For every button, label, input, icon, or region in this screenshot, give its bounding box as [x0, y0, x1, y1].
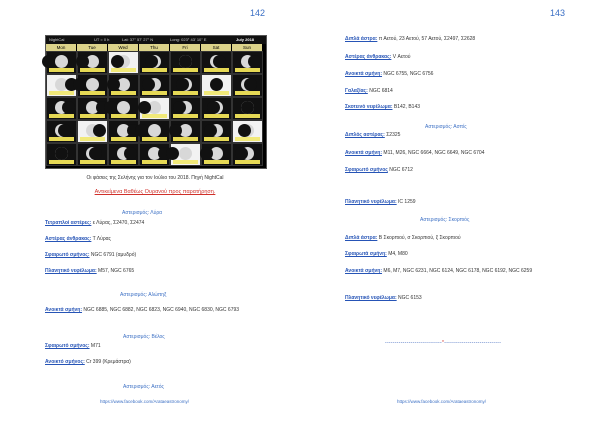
- item-label: Πλανητικό νεφέλωμα:: [45, 268, 97, 274]
- day-info-bar: [235, 68, 260, 72]
- list-item: [345, 150, 560, 157]
- moon-shadow: [58, 124, 71, 137]
- list-item: [45, 252, 260, 259]
- calendar-day-cell: [46, 51, 77, 74]
- moon-shadow: [104, 101, 117, 114]
- calendar-day-cell: [232, 143, 263, 166]
- day-info-bar: [204, 114, 229, 118]
- list-item: [345, 167, 560, 174]
- day-info-bar: [235, 160, 260, 164]
- list-item: [45, 359, 260, 366]
- moon-shadow: [135, 124, 148, 137]
- moon-shadow: [93, 124, 106, 137]
- divider-star: *: [442, 340, 445, 346]
- day-info-bar: [80, 91, 105, 95]
- day-info-bar: [204, 137, 229, 141]
- item-label: Σφαιρωτό σμήνος:: [45, 252, 90, 258]
- moon-shadow: [173, 101, 186, 114]
- calendar-day-cell: [77, 143, 108, 166]
- list-item: [45, 343, 260, 350]
- item-text: NGC 6791 (αμυδρό): [89, 252, 137, 258]
- calendar-day-cell: [201, 97, 232, 120]
- list-item: [345, 36, 560, 43]
- calendar-utc: UT = 0 h: [94, 37, 110, 42]
- day-info-bar: [173, 68, 198, 72]
- calendar-day-cell: [108, 143, 139, 166]
- footer-url[interactable]: https://www.facebook.com/Arataeastronomy/: [100, 399, 190, 404]
- moon-shadow: [73, 78, 86, 91]
- day-info-bar: [173, 91, 198, 95]
- calendar-grid: [46, 51, 266, 168]
- item-label: Πλανητικό νεφέλωμα:: [345, 199, 397, 205]
- calendar-day-cell: [108, 51, 139, 74]
- section-title: Αστερισμός: Ασπίς: [425, 124, 467, 130]
- calendar-lat: Lat: 37° 57' 27" N: [122, 37, 154, 42]
- item-label: Ανοικτά σμήνη:: [345, 268, 383, 274]
- moon-shadow: [89, 147, 102, 160]
- moon-shadow: [200, 147, 213, 160]
- list-item: [45, 268, 260, 275]
- moon-shadow: [138, 101, 151, 114]
- moon-shadow: [235, 147, 248, 160]
- moon-shadow: [166, 147, 179, 160]
- day-info-bar: [49, 114, 74, 118]
- item-label: Διπλά άστρα:: [345, 235, 378, 241]
- calendar-day-cell: [108, 97, 139, 120]
- day-info-bar: [80, 137, 105, 141]
- section-title: Αστερισμός: Αλώπηξ: [120, 292, 167, 298]
- item-text: M57, NGC 6765: [96, 268, 135, 274]
- item-label: Σφαιρωτό σμήνος:: [45, 343, 90, 349]
- day-header: Thu: [139, 44, 170, 51]
- calendar-month: July 2018: [236, 37, 255, 42]
- day-info-bar: [204, 68, 229, 72]
- calendar-day-cell: [46, 143, 77, 166]
- moon-shadow: [145, 55, 158, 68]
- moon-icon: [86, 78, 99, 91]
- list-item: [345, 104, 560, 111]
- day-info-bar: [111, 160, 136, 164]
- item-text: NGC 6885, NGC 6882, NGC 6823, NGC 6940, NGC 6830, NGC 6793: [82, 307, 240, 313]
- moon-shadow: [207, 101, 220, 114]
- calendar-day-cell: [201, 74, 232, 97]
- calendar-app-name: NightCal: [49, 37, 65, 42]
- calendar-day-cell: [170, 51, 201, 74]
- day-info-bar: [49, 137, 74, 141]
- item-label: Γαλαξίας:: [345, 88, 368, 94]
- day-header: Wed: [108, 44, 139, 51]
- page-heading: Αντικείμενα Βαθέως Ουρανού προς παρατήρηση.: [94, 189, 216, 195]
- moon-shadow: [210, 78, 223, 91]
- list-item: [345, 88, 560, 95]
- calendar-day-cell: [139, 74, 170, 97]
- day-info-bar: [80, 68, 105, 72]
- day-info-bar: [235, 114, 260, 118]
- list-item: [345, 54, 560, 61]
- section-title: Αστερισμός: Σκορπιός: [420, 217, 470, 223]
- day-info-bar: [204, 160, 229, 164]
- item-label: Τετραπλοί αστέρες:: [45, 220, 92, 226]
- day-header: Sat: [201, 44, 232, 51]
- item-label: Διπλός αστέρας:: [345, 132, 385, 138]
- moon-phase-calendar: [45, 35, 267, 169]
- item-text: Cr 399 (Κρεμάστρα): [84, 359, 131, 365]
- moon-shadow: [248, 55, 261, 68]
- day-info-bar: [235, 91, 260, 95]
- moon-shadow: [76, 55, 89, 68]
- list-item: [345, 295, 560, 302]
- right-page: [300, 0, 600, 424]
- item-label: Πλανητικό νεφέλωμα:: [345, 295, 397, 301]
- item-label: Αστέρας άνθρακας:: [345, 54, 392, 60]
- day-header: Sun: [232, 44, 263, 51]
- calendar-long: Long: 023° 43' 10" E: [170, 37, 207, 42]
- calendar-day-cell: [170, 97, 201, 120]
- day-info-bar: [142, 114, 167, 118]
- moon-shadow: [179, 55, 192, 68]
- moon-icon: [55, 55, 68, 68]
- item-label: Ανοικτό σμήνος:: [45, 359, 85, 365]
- moon-icon: [148, 124, 161, 137]
- item-text: M11, M26, NGC 6664, NGC 6649, NGC 6704: [382, 150, 485, 156]
- calendar-day-cell: [170, 143, 201, 166]
- calendar-day-cell: [139, 120, 170, 143]
- footer-url[interactable]: https://www.facebook.com/Arataeastronomy/: [397, 399, 487, 404]
- calendar-day-cell: [77, 74, 108, 97]
- day-info-bar: [142, 160, 167, 164]
- day-info-bar: [49, 68, 74, 72]
- calendar-day-cell: [201, 143, 232, 166]
- list-item: [345, 132, 560, 139]
- calendar-header: [46, 36, 266, 44]
- day-info-bar: [173, 160, 198, 164]
- day-info-bar: [142, 68, 167, 72]
- page-number: 142: [250, 8, 266, 18]
- list-item: [345, 235, 560, 242]
- moon-icon: [179, 147, 192, 160]
- item-text: IC 1259: [396, 199, 416, 205]
- moon-shadow: [176, 78, 189, 91]
- item-text: NGC 6712: [387, 167, 413, 173]
- calendar-caption: Οι φάσεις της Σελήνης για τον Ιούλιο του 2018. Πηγή NightCal: [86, 175, 224, 181]
- moon-shadow: [142, 78, 155, 91]
- calendar-day-cell: [232, 51, 263, 74]
- list-item: [45, 307, 260, 314]
- calendar-day-cell: [77, 51, 108, 74]
- day-info-bar: [173, 114, 198, 118]
- section-divider: [385, 340, 501, 346]
- item-text: M6, M7, NGC 6231, NGC 6124, NGC 6178, NGC 6192, NGC 6259: [382, 268, 533, 274]
- day-info-bar: [204, 91, 229, 95]
- item-label: Σφαιρωτά σμήνη:: [345, 251, 387, 257]
- moon-shadow: [42, 55, 55, 68]
- moon-icon: [117, 101, 130, 114]
- calendar-day-cell: [232, 74, 263, 97]
- item-label: Ανοικτά σμήνη:: [45, 307, 83, 313]
- moon-shadow: [55, 147, 68, 160]
- item-text: Τ Λύρας: [91, 236, 111, 242]
- item-text: B142, B143: [392, 104, 421, 110]
- moon-shadow: [169, 124, 182, 137]
- item-label: Αστέρας άνθρακας:: [45, 236, 92, 242]
- item-label: Ανοικτά σμήνη:: [345, 71, 383, 77]
- list-item: [345, 71, 560, 78]
- list-item: [45, 236, 260, 243]
- day-info-bar: [111, 68, 136, 72]
- calendar-days-row: [46, 44, 266, 51]
- calendar-day-cell: [46, 120, 77, 143]
- day-info-bar: [49, 91, 74, 95]
- item-text: ε Λύρας, Σ2470, Σ2474: [91, 220, 145, 226]
- item-text: M4, M80: [386, 251, 408, 257]
- calendar-day-cell: [139, 97, 170, 120]
- day-info-bar: [142, 137, 167, 141]
- list-item: [345, 251, 560, 258]
- item-text: Σ2325: [384, 132, 401, 138]
- moon-shadow: [213, 55, 226, 68]
- item-label: Σφαιρωτό σμήνος: [345, 167, 388, 173]
- item-text: M71: [89, 343, 101, 349]
- calendar-day-cell: [108, 74, 139, 97]
- moon-shadow: [111, 55, 124, 68]
- day-info-bar: [111, 114, 136, 118]
- divider-line-left: -----------------------------: [385, 340, 442, 346]
- calendar-day-cell: [201, 51, 232, 74]
- item-label: Διπλά άστρα:: [345, 36, 378, 42]
- item-text: NGC 6755, NGC 6756: [382, 71, 434, 77]
- calendar-day-cell: [46, 97, 77, 120]
- item-text: NGC 6814: [367, 88, 393, 94]
- moon-shadow: [244, 78, 257, 91]
- day-info-bar: [80, 160, 105, 164]
- item-label: Ανοικτά σμήνη:: [345, 150, 383, 156]
- section-title: Αστερισμός: Αετός: [123, 384, 164, 390]
- day-info-bar: [235, 137, 260, 141]
- item-text: V Αετού: [391, 54, 411, 60]
- day-info-bar: [111, 91, 136, 95]
- day-info-bar: [80, 114, 105, 118]
- day-info-bar: [49, 160, 74, 164]
- day-info-bar: [173, 137, 198, 141]
- divider-line-right: -----------------------------: [444, 340, 502, 346]
- calendar-day-cell: [170, 74, 201, 97]
- section-title: Αστερισμός: Βέλος: [123, 334, 165, 340]
- calendar-day-cell: [139, 51, 170, 74]
- day-info-bar: [142, 91, 167, 95]
- moon-shadow: [124, 147, 137, 160]
- list-item: [345, 199, 560, 206]
- calendar-day-cell: [201, 120, 232, 143]
- day-header: Tue: [77, 44, 108, 51]
- list-item: [345, 268, 560, 275]
- calendar-day-cell: [77, 120, 108, 143]
- item-text: π Αετού, 23 Αετού, 57 Αετού, Σ2497, Σ2628: [377, 36, 476, 42]
- moon-shadow: [238, 124, 251, 137]
- moon-shadow: [204, 124, 217, 137]
- calendar-day-cell: [170, 120, 201, 143]
- day-header: Fri: [170, 44, 201, 51]
- calendar-day-cell: [232, 120, 263, 143]
- day-header: Mon: [46, 44, 77, 51]
- moon-shadow: [62, 101, 75, 114]
- item-text: NGC 6153: [396, 295, 422, 301]
- item-text: Β Σκορπιού, σ Σκορπιού, ξ Σκορπιού: [377, 235, 461, 241]
- moon-shadow: [107, 78, 120, 91]
- calendar-day-cell: [232, 97, 263, 120]
- day-info-bar: [111, 137, 136, 141]
- moon-shadow: [241, 101, 254, 114]
- page-number: 143: [550, 8, 566, 18]
- section-title: Αστερισμός: Λύρα: [122, 210, 163, 216]
- item-label: Σκοτεινό νεφέλωμα:: [345, 104, 393, 110]
- list-item: [45, 220, 260, 227]
